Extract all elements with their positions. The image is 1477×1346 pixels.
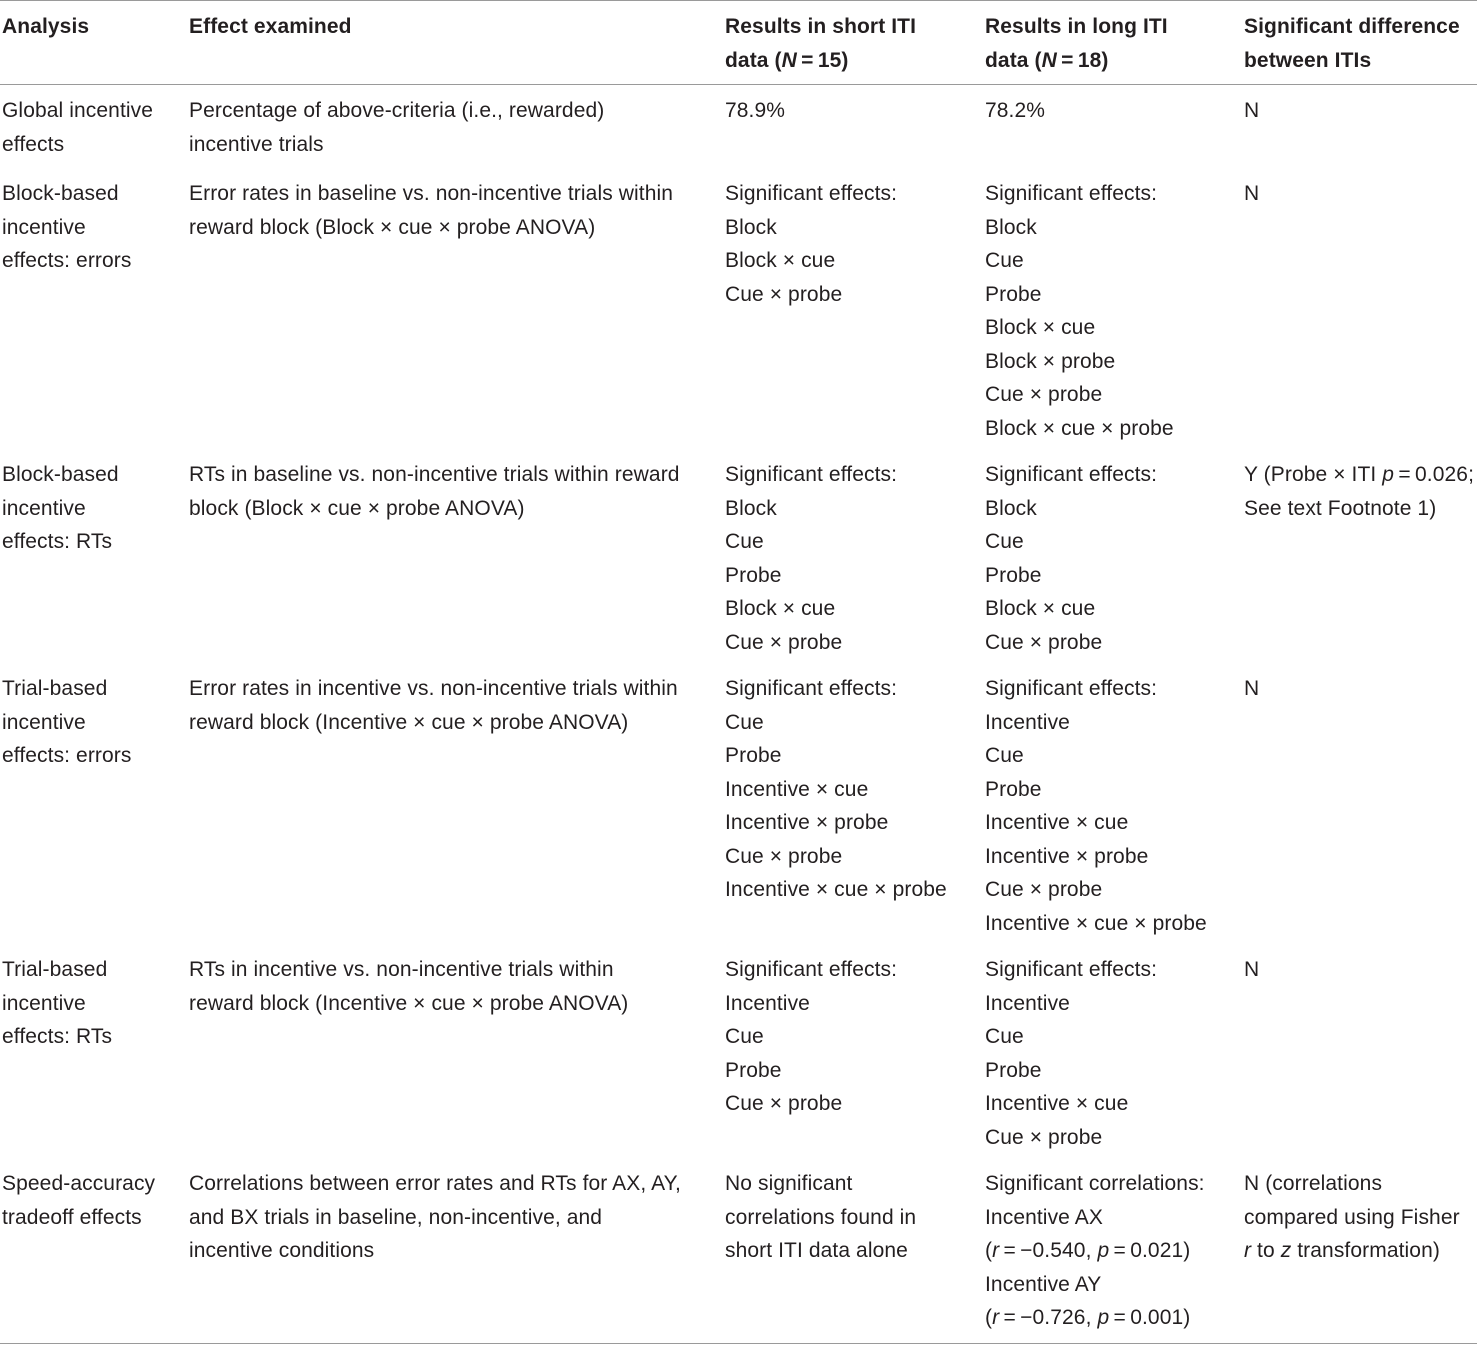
table-top-rule bbox=[0, 0, 1477, 1]
cell-line: effects: errors bbox=[2, 744, 132, 767]
cell-line: Block bbox=[985, 215, 1037, 239]
cell-line: N bbox=[1244, 182, 1260, 205]
cell-line: Block × cue bbox=[725, 249, 836, 272]
cell-line: and BX trials in baseline, non-incentive, and bbox=[189, 1205, 603, 1229]
analysis-cell bbox=[2, 94, 153, 161]
cell-line: Y (Probe × ITI p = 0.026; bbox=[1244, 463, 1475, 486]
cell-line: N bbox=[1244, 99, 1260, 122]
cell-line: Cue bbox=[985, 744, 1024, 767]
cell-line: reward block (Incentive × cue × probe ANOVA) bbox=[189, 991, 629, 1015]
header-significant-difference: Significant difference between ITIs bbox=[1244, 15, 1460, 72]
difference-cell bbox=[1244, 177, 1259, 211]
cell-line: RTs in baseline vs. non-incentive trials within reward bbox=[189, 463, 680, 486]
cell-line: Incentive × cue × probe bbox=[725, 878, 947, 901]
header-long-iti: Results in long ITI data (N = 18) bbox=[985, 15, 1168, 72]
cell-line: incentive bbox=[2, 496, 86, 520]
effect-cell bbox=[189, 672, 678, 739]
cell-line: Significant effects: bbox=[725, 182, 898, 205]
cell-line: Correlations between error rates and RTs for AX, AY, bbox=[189, 1172, 681, 1195]
cell-line: reward block (Incentive × cue × probe ANOVA) bbox=[189, 710, 629, 734]
cell-line: Probe bbox=[725, 563, 782, 587]
cell-line: Incentive × cue bbox=[985, 1092, 1129, 1115]
cell-line: incentive bbox=[2, 215, 86, 239]
analysis-cell bbox=[2, 1167, 155, 1234]
cell-line: Cue bbox=[985, 530, 1024, 553]
cell-line: incentive conditions bbox=[189, 1239, 375, 1262]
effect-cell bbox=[189, 1167, 681, 1268]
difference-cell bbox=[1244, 953, 1259, 987]
difference-cell bbox=[1244, 1167, 1460, 1268]
cell-line: Probe bbox=[985, 282, 1042, 306]
cell-line: Percentage of above-criteria (i.e., rewarded) bbox=[189, 99, 605, 122]
cell-line: Incentive AX bbox=[985, 1205, 1103, 1229]
long-iti-cell bbox=[985, 94, 1045, 128]
header-effect-examined: Effect examined bbox=[189, 15, 352, 38]
cell-line: Cue bbox=[725, 530, 764, 553]
cell-line: Cue bbox=[725, 710, 764, 734]
cell-line: Incentive × cue bbox=[725, 777, 869, 801]
short-iti-cell bbox=[725, 458, 897, 659]
effect-cell bbox=[189, 94, 604, 161]
cell-line: Incentive bbox=[725, 991, 810, 1015]
cell-line: Cue × probe bbox=[985, 383, 1103, 406]
cell-line: Incentive bbox=[985, 710, 1070, 734]
cell-line: Incentive × probe bbox=[725, 811, 889, 834]
cell-line: Incentive × cue × probe bbox=[985, 911, 1207, 935]
cell-line: Probe bbox=[985, 1058, 1042, 1082]
cell-line: tradeoff effects bbox=[2, 1205, 142, 1229]
short-iti-cell bbox=[725, 672, 947, 907]
cell-line: Significant effects: bbox=[725, 463, 898, 486]
cell-line: Error rates in incentive vs. non-incentive trials within bbox=[189, 677, 678, 700]
long-iti-cell bbox=[985, 458, 1157, 659]
cell-line: r to z transformation) bbox=[1244, 1239, 1440, 1262]
cell-line: Cue bbox=[985, 249, 1024, 272]
cell-line: correlations found in bbox=[725, 1205, 917, 1229]
analysis-cell bbox=[2, 458, 119, 559]
difference-cell bbox=[1244, 458, 1474, 525]
cell-line: Block bbox=[985, 496, 1037, 520]
table-bottom-rule bbox=[0, 1343, 1477, 1344]
cell-line: Significant effects: bbox=[985, 182, 1158, 205]
cell-line: effects: RTs bbox=[2, 1025, 113, 1048]
cell-line: Cue × probe bbox=[985, 878, 1103, 901]
cell-line: Block × cue × probe bbox=[985, 416, 1174, 440]
effect-cell bbox=[189, 953, 628, 1020]
cell-line: Probe bbox=[985, 563, 1042, 587]
cell-line: Error rates in baseline vs. non-incentive trials within bbox=[189, 182, 674, 205]
cell-line: Cue × probe bbox=[985, 1125, 1103, 1149]
cell-line: Block × cue bbox=[725, 597, 836, 620]
cell-line: RTs in incentive vs. non-incentive trials within bbox=[189, 958, 614, 981]
difference-cell bbox=[1244, 672, 1259, 706]
cell-line: Cue × probe bbox=[725, 844, 843, 868]
cell-line: Trial-based bbox=[2, 677, 108, 700]
cell-line: effects bbox=[2, 132, 65, 156]
cell-line: Incentive bbox=[985, 991, 1070, 1015]
cell-line: Significant effects: bbox=[725, 677, 898, 700]
cell-line: Block × cue bbox=[985, 316, 1096, 339]
difference-cell bbox=[1244, 94, 1259, 128]
cell-line: Incentive × cue bbox=[985, 811, 1129, 834]
analysis-cell bbox=[2, 953, 112, 1054]
cell-line: Probe bbox=[725, 744, 782, 767]
cell-line: Cue × probe bbox=[985, 630, 1103, 654]
cell-line: N bbox=[1244, 958, 1260, 981]
cell-line: reward block (Block × cue × probe ANOVA) bbox=[189, 215, 596, 239]
cell-line: compared using Fisher bbox=[1244, 1205, 1460, 1229]
short-iti-cell bbox=[725, 177, 897, 311]
cell-line: Probe bbox=[985, 777, 1042, 801]
long-iti-cell bbox=[985, 177, 1174, 445]
cell-line: Block × probe bbox=[985, 349, 1116, 373]
cell-line: (r = −0.540, p = 0.021) bbox=[985, 1239, 1191, 1262]
cell-line: effects: RTs bbox=[2, 530, 113, 553]
cell-line: Cue bbox=[985, 1025, 1024, 1048]
effect-cell bbox=[189, 177, 673, 244]
header-analysis: Analysis bbox=[2, 15, 90, 38]
header-short-iti: Results in short ITI data (N = 15) bbox=[725, 15, 917, 72]
cell-line: (r = −0.726, p = 0.001) bbox=[985, 1306, 1191, 1329]
short-iti-cell bbox=[725, 1167, 916, 1268]
cell-line: Significant effects: bbox=[985, 958, 1158, 981]
cell-line: Global incentive bbox=[2, 99, 154, 122]
cell-line: Incentive × probe bbox=[985, 844, 1149, 868]
analysis-cell bbox=[2, 672, 132, 773]
cell-line: Speed-accuracy bbox=[2, 1172, 156, 1195]
cell-line: N bbox=[1244, 677, 1260, 700]
cell-line: Significant correlations: bbox=[985, 1172, 1205, 1195]
cell-line: Trial-based bbox=[2, 958, 108, 981]
short-iti-cell bbox=[725, 94, 785, 128]
cell-line: Significant effects: bbox=[985, 677, 1158, 700]
short-iti-cell bbox=[725, 953, 897, 1121]
cell-line: Cue × probe bbox=[725, 1092, 843, 1115]
cell-line: Probe bbox=[725, 1058, 782, 1082]
cell-line: Block × cue bbox=[985, 597, 1096, 620]
cell-line: Block bbox=[725, 496, 777, 520]
cell-line: 78.9% bbox=[725, 99, 786, 122]
cell-line: Block-based bbox=[2, 182, 119, 205]
cell-line: effects: errors bbox=[2, 249, 132, 272]
cell-line: block (Block × cue × probe ANOVA) bbox=[189, 496, 525, 520]
cell-line: Cue bbox=[725, 1025, 764, 1048]
cell-line: Cue × probe bbox=[725, 282, 843, 306]
cell-line: Block-based bbox=[2, 463, 119, 486]
long-iti-cell bbox=[985, 1167, 1205, 1335]
cell-line: Block bbox=[725, 215, 777, 239]
long-iti-cell bbox=[985, 953, 1157, 1154]
cell-line: Incentive AY bbox=[985, 1272, 1102, 1296]
cell-line: 78.2% bbox=[985, 99, 1046, 122]
cell-line: Cue × probe bbox=[725, 630, 843, 654]
effect-cell bbox=[189, 458, 680, 525]
long-iti-cell bbox=[985, 672, 1207, 940]
cell-line: short ITI data alone bbox=[725, 1239, 908, 1262]
analysis-cell bbox=[2, 177, 132, 278]
cell-line: See text Footnote 1) bbox=[1244, 496, 1437, 520]
cell-line: incentive bbox=[2, 991, 86, 1015]
cell-line: N (correlations bbox=[1244, 1172, 1383, 1195]
cell-line: Significant effects: bbox=[985, 463, 1158, 486]
header-bottom-rule bbox=[0, 84, 1477, 85]
cell-line: incentive trials bbox=[189, 132, 324, 156]
cell-line: incentive bbox=[2, 710, 86, 734]
cell-line: No significant bbox=[725, 1172, 853, 1195]
cell-line: Significant effects: bbox=[725, 958, 898, 981]
